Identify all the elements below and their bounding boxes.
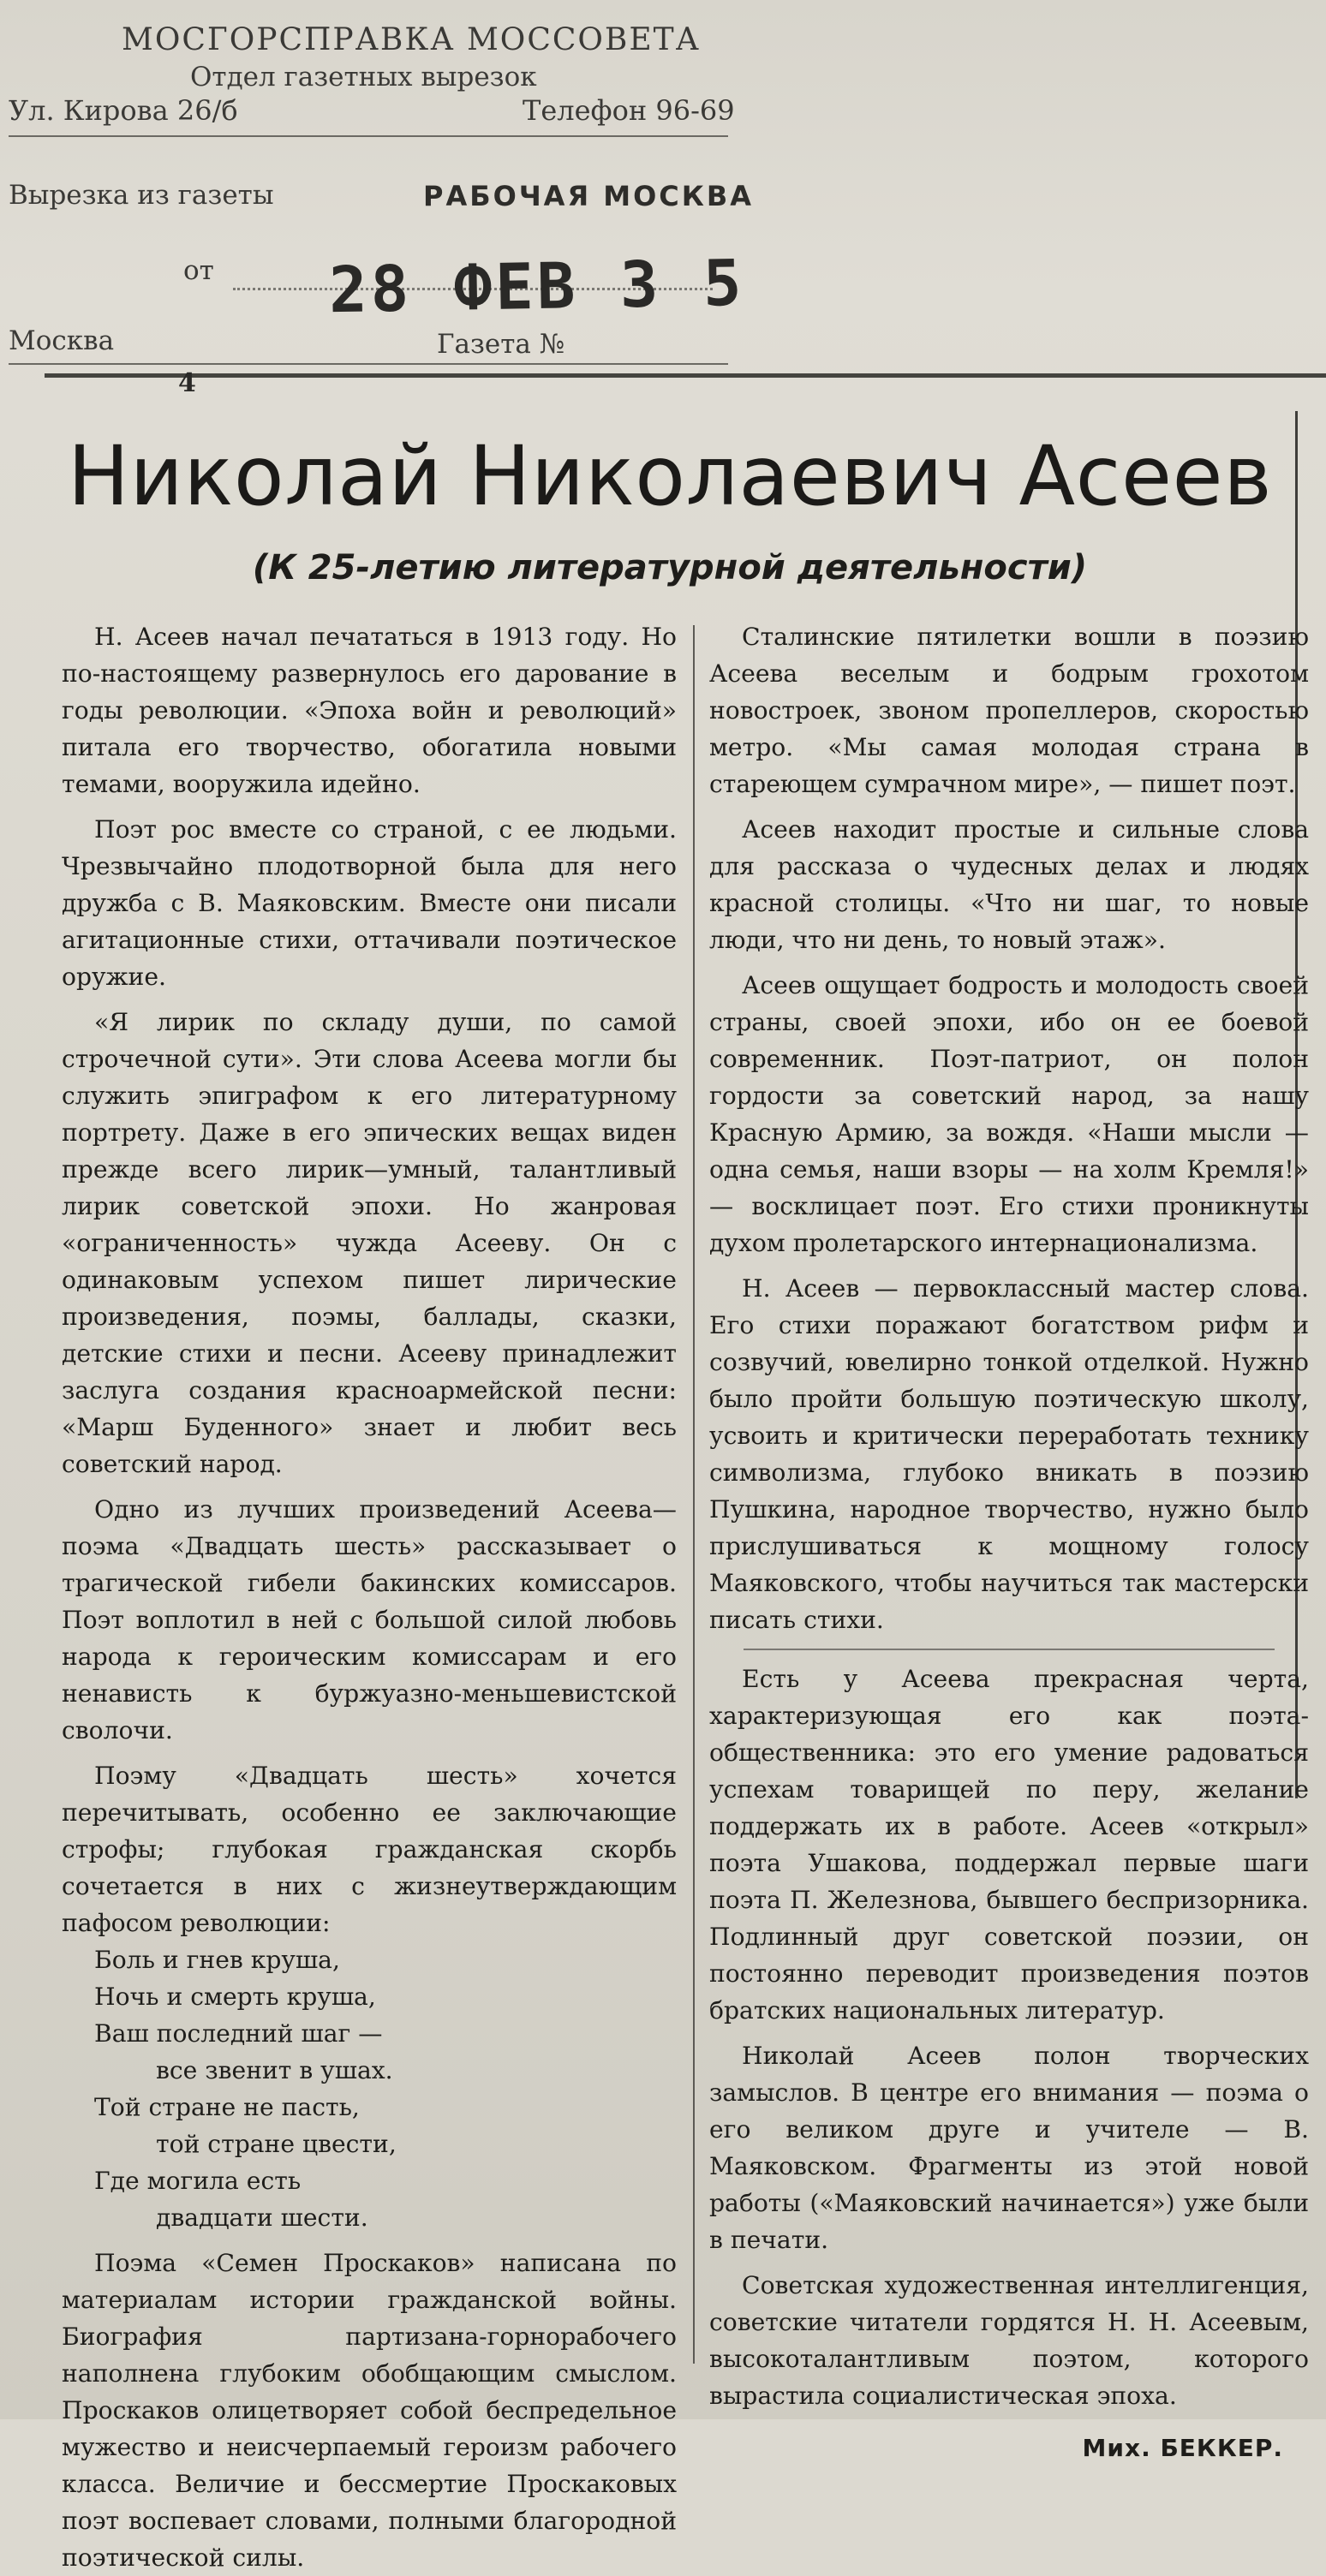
verse-line: Боль и гнев круша, bbox=[94, 1946, 340, 1974]
verse-line: все звенит в ушах. bbox=[156, 2056, 393, 2084]
author-signature: Мих. БЕККЕР. bbox=[1082, 2434, 1283, 2462]
paragraph: Есть у Асеева прекрасная черта, характеризующая его как поэта-общественника: это его умение радоваться успехам товарищей по перу, желание поддержать их в работе. Асеев «открыл» поэта Ушакова, поддержал первые шаги поэта П. Железнова, бывшего беспризорника. Подлинный друг советской поэзии, он постоянно переводит произведения поэтов братских национальных литератур. bbox=[709, 1665, 1309, 2024]
column-divider bbox=[693, 625, 695, 2364]
verse-line: той стране цвести, bbox=[156, 2130, 397, 2158]
stamp-date-prefix: от bbox=[183, 255, 214, 286]
stamp-phone: Телефон 96-69 bbox=[523, 94, 735, 127]
stamp-city: Москва bbox=[9, 325, 115, 356]
paragraph: Николай Асеев полон творческих замыслов. В центре его внимания — поэма о его великом друге и учителе — В. Маяковском. Фрагменты из этой новой работы («Маяковский начинается») уже были в печати. bbox=[709, 2042, 1309, 2254]
clipping-service-stamp bbox=[0, 0, 1326, 377]
paragraph: Поэт рос вместе со страной, с ее людьми. Чрезвычайно плодотворной была для него дружба с В. Маяковским. Вместе они писали агитационные стихи, оттачивали поэтическое оружие. bbox=[62, 815, 677, 991]
paragraph: Поэма «Семен Проскаков» написана по материалам истории гражданской войны. Биография партизана-горнорабочего наполнена глубоким обобщающим смыслом. Проскаков олицетворяет собой беспредельное мужество и неисчерпаемый героизм рабочего класса. Величие и бессмертие Проскаковых поэт воспевает словами, полными благородной поэтической силы. bbox=[62, 2249, 677, 2572]
stamp-agency: МОСГОРСПРАВКА МОССОВЕТА bbox=[122, 22, 701, 57]
clipping-top-rule bbox=[45, 373, 1326, 378]
paragraph: Асеев находит простые и сильные слова для рассказа о чудесных делах и людях красной столицы. «Что ни шаг, то новые люди, что ни день, то новый этаж». bbox=[709, 815, 1309, 954]
stamp-date: 28 ФЕВ 3 5 bbox=[328, 246, 746, 328]
poem-quote bbox=[62, 1941, 677, 2236]
paragraph: Н. Асеев начал печататься в 1913 году. Но по-настоящему развернулось его дарование в годы революции. «Эпоха войн и революций» питала его творчество, обогатила новыми темами, вооружила идейно. bbox=[62, 623, 677, 798]
stamp-divider bbox=[9, 135, 728, 137]
stamp-issue-label: Газета № bbox=[437, 329, 565, 360]
stamp-clipping-label: Вырезка из газеты bbox=[9, 180, 274, 211]
article-headline: Николай Николаевич Асеев bbox=[67, 428, 1273, 524]
stamp-department: Отдел газетных вырезок bbox=[190, 62, 537, 92]
verse-line: Ночь и смерть круша, bbox=[94, 1983, 376, 2011]
verse-line: двадцати шести. bbox=[156, 2203, 368, 2232]
article-left-column bbox=[62, 618, 677, 2576]
article-subtitle: (К 25-летию литературной деятельности) bbox=[252, 548, 1088, 587]
paragraph: Асеев ощущает бодрость и молодость своей страны, своей эпохи, ибо он ее боевой современник. Поэт-патриот, он полон гордости за советский народ, за нашу Красную Армию, за вождя. «Наши мысли — одна семья, наши взоры — на холм Кремля!» — восклицает поэт. Его стихи проникнуты духом пролетарского интернационализма. bbox=[709, 971, 1309, 1257]
paragraph: Н. Асеев — первоклассный мастер слова. Его стихи поражают богатством рифм и созвучий, ювелирно тонкой отделкой. Нужно было пройти большую поэтическую школу, усвоить и критически переработать технику символизма, глубоко вникать в поэзию Пушкина, народное творчество, нужно было прислушиваться к мощному голосу Маяковского, чтобы научиться так мастерски писать стихи. bbox=[709, 1274, 1309, 1634]
verse-line: Где могила есть bbox=[94, 2167, 302, 2195]
verse-line: Ваш последний шаг — bbox=[94, 2019, 383, 2048]
stamp-address: Ул. Кирова 26/б bbox=[9, 94, 238, 127]
paragraph: Советская художественная интеллигенция, советские читатели гордятся Н. Н. Асеевым, высокоталантливым поэтом, которого вырастила социалистическая эпоха. bbox=[709, 2271, 1309, 2410]
section-divider bbox=[744, 1649, 1275, 1650]
stamp-bottom-divider bbox=[9, 363, 728, 365]
page-number: 4 bbox=[178, 368, 196, 398]
paragraph: Одно из лучших произведений Асеева—поэма «Двадцать шесть» рассказывает о трагической гибели бакинских комиссаров. Поэт воплотил в ней с большой силой любовь народа к героическим комиссарам и его ненависть к буржуазно-меньшевистской сволочи. bbox=[62, 1495, 677, 1744]
stamp-newspaper-name: РАБОЧАЯ МОСКВА bbox=[423, 180, 755, 212]
paragraph: Сталинские пятилетки вошли в поэзию Асеева веселым и бодрым грохотом новостроек, звоном пропеллеров, скоростью метро. «Мы самая молодая страна в стареющем сумрачном мире», — пишет поэт. bbox=[709, 623, 1309, 798]
verse-line: Той стране не пасть, bbox=[94, 2093, 360, 2121]
paragraph: «Я лирик по складу души, по самой строчечной сути». Эти слова Асеева могли бы служить эпиграфом к его литературному портрету. Даже в его эпических вещах виден прежде всего лирик—умный, талантливый лирик советской эпохи. Но жанровая «ограниченность» чужда Асееву. Он с одинаковым успехом пишет лирические произведения, поэмы, баллады, сказки, детские стихи и песни. Асееву принадлежит заслуга создания красноармейской песни: «Марш Буденного» знает и любит весь советский народ. bbox=[62, 1008, 677, 1478]
article-right-column bbox=[709, 618, 1309, 2466]
paragraph: Поэму «Двадцать шесть» хочется перечитывать, особенно ее заключающие строфы; глубокая гражданская скорбь сочетается в них с жизнеутверждающим пафосом революции: bbox=[62, 1762, 677, 1937]
